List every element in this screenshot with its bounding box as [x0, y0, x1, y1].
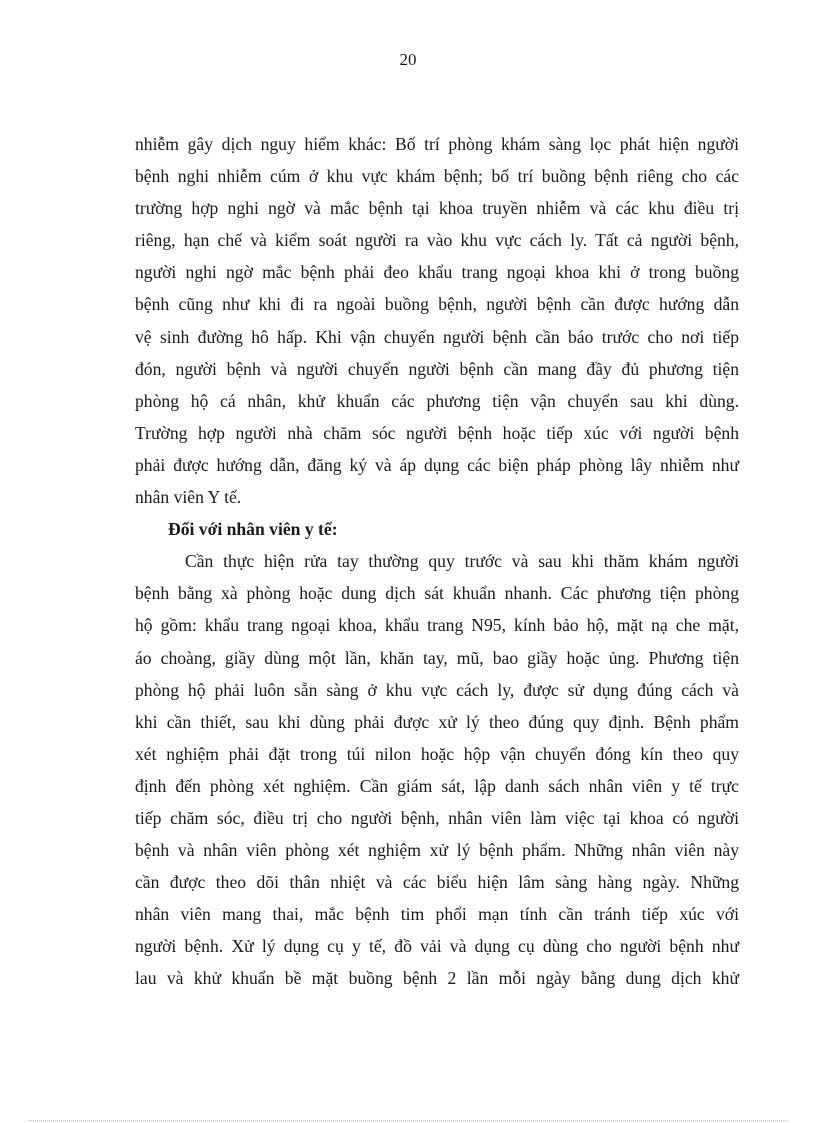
text-line: xét nghiệm phải đặt trong túi nilon hoặc hộp vận chuyển đóng kín theo quy — [135, 743, 739, 764]
text-line: khi cần thiết, sau khi dùng phải được xử lý theo đúng quy định. Bệnh phẩm — [135, 711, 739, 732]
section-heading: Đối với nhân viên y tế: — [168, 519, 338, 540]
text-line: riêng, hạn chế và kiểm soát người ra vào khu vực cách ly. Tất cả người bệnh, — [135, 230, 739, 251]
text-line: phòng hộ cá nhân, khử khuẩn các phương tiện vận chuyển sau khi dùng. — [135, 390, 739, 411]
text-line: nhân viên mang thai, mắc bệnh tim phổi mạn tính cần tránh tiếp xúc với — [135, 904, 739, 925]
text-line: bệnh nghi nhiễm cúm ở khu vực khám bệnh; bố trí buồng bệnh riêng cho các — [135, 166, 739, 187]
text-line: Cần thực hiện rửa tay thường quy trước và sau khi thăm khám người — [185, 551, 739, 572]
text-line: cần được theo dõi thân nhiệt và các biểu hiện lâm sàng hàng ngày. Những — [135, 872, 739, 893]
text-line: tiếp chăm sóc, điều trị cho người bệnh, nhân viên làm việc tại khoa có người — [135, 807, 739, 828]
text-line: bệnh và nhân viên phòng xét nghiệm xử lý bệnh phẩm. Những nhân viên này — [135, 840, 739, 861]
text-line: người nghi ngờ mắc bệnh phải đeo khẩu trang ngoại khoa khi ở trong buồng — [135, 262, 739, 283]
text-line: phòng hộ phải luôn sẵn sàng ở khu vực cách ly, được sử dụng đúng cách và — [135, 679, 739, 700]
text-line: đón, người bệnh và người chuyển người bệnh cần mang đầy đủ phương tiện — [135, 358, 739, 379]
text-line: nhiễm gây dịch nguy hiểm khác: Bố trí phòng khám sàng lọc phát hiện người — [135, 134, 739, 154]
paragraph-1 — [135, 128, 739, 513]
document-body — [135, 128, 739, 995]
text-line: bệnh cũng như khi đi ra ngoài buồng bệnh, người bệnh cần được hướng dẫn — [135, 294, 739, 315]
text-line: áo choàng, giầy dùng một lần, khăn tay, mũ, bao giầy hoặc ủng. Phương tiện — [135, 647, 739, 668]
text-line: hộ gồm: khẩu trang ngoại khoa, khẩu trang N95, kính bảo hộ, mặt nạ che mặt, — [135, 615, 739, 636]
text-line: người bệnh. Xử lý dụng cụ y tế, đồ vải và dụng cụ dùng cho người bệnh như — [135, 936, 739, 957]
text-line: bệnh bằng xà phòng hoặc dung dịch sát khuẩn nhanh. Các phương tiện phòng — [135, 583, 739, 604]
page-bottom-divider — [28, 1120, 788, 1121]
text-line: nhân viên Y tế. — [135, 487, 242, 508]
text-line: Trường hợp người nhà chăm sóc người bệnh hoặc tiếp xúc với người bệnh — [135, 422, 739, 443]
text-line: trường hợp nghi ngờ và mắc bệnh tại khoa truyền nhiễm và các khu điều trị — [135, 198, 739, 219]
text-line: phải được hướng dẫn, đăng ký và áp dụng các biện pháp phòng lây nhiễm như — [135, 454, 739, 475]
text-line: định đến phòng xét nghiệm. Cần giám sát, lập danh sách nhân viên y tế trực — [135, 775, 739, 796]
text-line: lau và khử khuẩn bề mặt buồng bệnh 2 lần mỗi ngày bằng dung dịch khử — [135, 968, 739, 989]
paragraph-2 — [135, 545, 739, 994]
page-number: 20 — [399, 50, 417, 69]
text-line: vệ sinh đường hô hấp. Khi vận chuyển người bệnh cần báo trước cho nơi tiếp — [135, 326, 739, 347]
